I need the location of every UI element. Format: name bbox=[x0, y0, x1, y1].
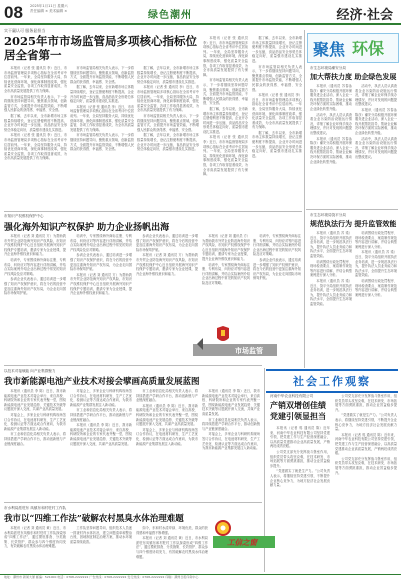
third-body-col-4: 本报讯（通讯员 李 陈）近日，我市新能源电池产业技术对接会举行，来自高校、科研院所和企业的专家代表齐聚一堂，围绕新能源电池产业发展趋势、关键技术突破等议题展开深入交流，共谋产业高质量发展。 市工业和信息化局相关负责人表示，将持续搭建产学研合作平台，推动创新链与产业链深度融合。 对接会上，多家企业与科研机构现场签订合作协议，在电池材料研发、生产工艺优化、检测认证等方面达成合作意向，为我市新能源产业集群发展注入新动能。 bbox=[202, 389, 260, 451]
right-mid-body-col-2: 培训围绕行政处罚程序、现场检查要点、案卷制作规范等内容进行讲解，并结合典型案例进行深入分析。 本报讯（通讯员 苏 梁）近日，饶平分局组织开展执法业务培训，进一步规范执法行为，提升执法人员业务能力和执法水平，全面提升生态环境监管效能。 培训围绕行政处罚程序、现场检查要点、案卷制作规范等内容进行讲解，并结合典型案例进行深入分析。 bbox=[355, 231, 397, 297]
lead-body-col-2: 市市场监管局相关负责人表示，下一步将继续坚持问题导向，聚焦重点领域，创新监管方式，全面提升市场监管效能，不断增强人民群众的获得感、幸福感、安全感。 据了解，去年以来，全市新增市场主体数量持续增长，登记注册便利度不断提高，企业开办时间进一步压缩，食品药品安全形势总体稳定向好，质量强市建设扎实推进。 本报讯（记者 张 通讯员 李）近日，市市场监督管理局多项核心指标在全省考评中位居前列。一年来，全局坚持服务大局，持续优化营商环境，深化商事制度改革，强化质量安全监管，各项工作取得显著成效，为全市高质量发展提供了有力保障。 市市场监管局相关负责人表示，下一步将继续坚持问题导向，聚焦重点领域，创新监管方式，全面提升市场监管效能，不断增强人民群众的获得感、幸福感、安全感。 bbox=[70, 66, 134, 152]
banner-word-1: 聚焦 bbox=[313, 40, 346, 59]
lead-body-col-1: 本报讯（记者 张 通讯员 李）近日，市市场监督管理局多项核心指标在全省考评中位居前列。一年来，全局坚持服务大局，持续优化营商环境，深化商事制度改革，强化质量安全监管，各项工作取得显著成效，为全市高质量发展提供了有力保障。 市市场监管局相关负责人表示，下一步将继续坚持问题导向，聚焦重点领域，创新监管方式，全面提升市场监管效能，不断增强人民群众的获得感、幸福感、安全感。 据了解，去年以来，全市新增市场主体数量持续增长，登记注册便利度不断提高，企业开办时间进一步压缩，食品药品安全形势总体稳定向好，质量强市建设扎实推进。 本报讯（记者 张 通讯员 李）近日，市市场监督管理局多项核心指标在全省考评中位居前列。一年来，全局坚持服务大局，持续优化营商环境，深化商事制度改革，强化质量安全监管，各项工作取得显著成效，为全市高质量发展提供了有力保障。 bbox=[4, 66, 67, 161]
second-body-col-3: 参训企业代表表示，通过培训进一步增强了知识产权保护意识，将在今后的经营中更加注重海外知识产权布局，为企业走向国际市场保驾护航。 本报讯（记者 刘 通讯员 方）为帮助我市外贸企业防范海外知识产权风险，市知识产权维权保护中心近日组织开展海外知识产权保护专题培训，邀请专家为企业授课，提升企业海外维权意识和能力。 bbox=[136, 234, 198, 276]
second-body-col-1: 本报讯（记者 刘 通讯员 方）为帮助我市外贸企业防范海外知识产权风险，市知识产权维权保护中心近日组织开展海外知识产权保护专题培训，邀请专家为企业授课，提升企业海外维权意识和能力。 培训中，专家围绕海外商标注册、专利布局、纠纷应对等内容进行详细讲解，并结合实际案例介绍企业出海过程中常见的知识产权风险及应对策略。 参训企业代表表示，通过培训进一步增强了知识产权保护意识，将在今后的经营中更加注重海外知识产权布局，为企业走向国际市场保驾护航。 bbox=[4, 234, 66, 296]
right-top-kicker: 市生态环境局潮安分局 bbox=[310, 66, 346, 70]
right-bottom-kicker: 河南中华农业科技有限公司 bbox=[270, 394, 314, 398]
second-headline: 强化海外知识产权保护 助力企业扬帆出海 bbox=[4, 223, 170, 233]
social-work-title: 社会工作观察 bbox=[293, 375, 371, 388]
right-top-headline: 加大帮扶力度 助企绿色发展 bbox=[310, 72, 397, 81]
masthead-rule bbox=[0, 23, 401, 25]
second-body-col-2: 培训中，专家围绕海外商标注册、专利布局、纠纷应对等内容进行详细讲解，并结合实际案例介绍企业出海过程中常见的知识产权风险及应对策略。 参训企业代表表示，通过培训进一步增强了知识产权保护意识，将在今后的经营中更加注重海外知识产权布局，为企业走向国际市场保驾护航。 本报讯（记者 刘 通讯员 方）为帮助我市外贸企业防范海外知识产权风险，市知识产权维权保护中心近日组织开展海外知识产权保护专题培训，邀请专家为企业授课，提升企业海外维权意识和能力。 bbox=[70, 234, 132, 296]
second-body-col-5: 培训中，专家围绕海外商标注册、专利布局、纠纷应对等内容进行详细讲解，并结合实际案例介绍企业出海过程中常见的知识产权风险及应对策略。 参训企业代表表示，通过培训进一步增强了知识产权保护意识，将在今后的经营中更加注重海外知识产权布局，为企业走向国际市场保驾护航。 bbox=[253, 234, 301, 281]
third-kicker: 以技术对接赋能 向产业集群聚力 bbox=[4, 369, 56, 373]
right-divider bbox=[306, 209, 398, 210]
right-mid-body-col-1: 本报讯（通讯员 苏 梁）近日，饶平分局组织开展执法业务培训，进一步规范执法行为，提升执法人员业务能力和执法水平，全面提升生态环境监管效能。 培训围绕行政处罚程序、现场检查要点、案卷制作规范等内容进行讲解，并结合典型案例进行深入分析。 本报讯（通讯员 苏 梁）近日，饶平分局组织开展执法业务培训，进一步规范执法行为，提升执法人员业务能力和执法水平，全面提升生态环境监管效能。 bbox=[310, 231, 352, 306]
right-top-body-col-2: 活动中，执法人员认真查看企业污染防治设施运行情况，详细了解企业环保手续办理情况，并针对发现的问题提出整改建议。 本报讯（通讯员 苏春泳 陈彦）潮安分局积极开展环保服务进企业活动，深入企业一线开展帮扶指导，帮助企业解决环保方面的实际困难，推动企业绿色转型升级。 活动中，执法人员认真查看企业污染防治设施运行情况，详细了解企业环保手续办理情况，并针对发现的问题提出整改建议。 bbox=[355, 84, 397, 159]
right-mid-kicker: 市生态环境局饶平分局 bbox=[310, 213, 346, 217]
right-bottom-body-col-2: 公司党支部充分发挥战斗堡垒作用，组织党员带头攻坚克难，在技术研发、市场拓展等方面勇挑重担，推动企业效益稳步提升。 “党建做实了就是生产力。”公司负责人表示，将继续坚持党建引领，不断提升企业核心竞争力，为地方经济社会发展贡献力量。 本报讯（记者 郭 通讯员 陈）近年来，河南中华农业科技有限公司坚持党建引领，把党建工作与生产经营深度融合，以高质量党建推动企业高质量发展，产销两旺成绩亮眼。 公司党支部充分发挥战斗堡垒作用，组织党员带头攻坚克难，在技术研发、市场拓展等方面勇挑重担，推动企业效益稳步提升。 bbox=[335, 394, 397, 475]
right-bottom-headline: 产销双增创佳绩 党建引领显担当 bbox=[270, 400, 326, 421]
second-kicker: 市知识产权维权保护中心 bbox=[4, 214, 44, 218]
right-top-body-col-1: 本报讯（通讯员 苏春泳 陈彦）潮安分局积极开展环保服务进企业活动，深入企业一线开展帮扶指导，帮助企业解决环保方面的实际困难，推动企业绿色转型升级。 活动中，执法人员认真查看企业污染防治设施运行情况，详细了解企业环保手续办理情况，并针对发现的问题提出整改建议。 本报讯（通讯员 苏春泳 陈彦）潮安分局积极开展环保服务进企业活动，深入企业一线开展帮扶指导，帮助企业解决环保方面的实际困难，推动企业绿色转型升级。 bbox=[310, 84, 352, 164]
industry-stamp-text: 工信之窗 bbox=[227, 538, 257, 547]
section-divider-2 bbox=[4, 365, 262, 366]
focus-environment-banner bbox=[307, 33, 399, 63]
section-divider-3 bbox=[4, 502, 262, 503]
fourth-headline: 我市以“四维工作法”破解农村黑臭水体治理难题 bbox=[4, 514, 184, 524]
banner-word-2: 环保 bbox=[352, 39, 385, 58]
page-number: 08 bbox=[4, 3, 23, 22]
date-line-1: 2025年1月11日 星期六 bbox=[30, 4, 68, 8]
market-supervision-logo bbox=[193, 324, 277, 360]
right-bottom-body-col-1: 本报讯（记者 郭 通讯员 陈）近年来，河南中华农业科技有限公司坚持党建引领，把党建工作与生产经营深度融合，以高质量党建推动企业高质量发展，产销两旺成绩亮眼。 公司党支部充分发挥战斗堡垒作用，组织党员带头攻坚克难，在技术研发、市场拓展等方面勇挑重担，推动企业效益稳步提升。 “党建做实了就是生产力。”公司负责人表示，将继续坚持党建引领，不断提升企业核心竞争力，为地方经济社会发展贡献力量。 bbox=[270, 426, 330, 488]
lead-body-col-5: 据了解，去年以来，全市新增市场主体数量持续增长，登记注册便利度不断提高，企业开办时间进一步压缩，食品药品安全形势总体稳定向好，质量强市建设扎实推进。 市市场监管局相关负责人表示，下一步将继续坚持问题导向，聚焦重点领域，创新监管方式，全面提升市场监管效能，不断增强人民群众的获得感、幸福感、安全感。 本报讯（记者 张 通讯员 李）近日，市市场监督管理局多项核心指标在全省考评中位居前列。一年来，全局坚持服务大局，持续优化营商环境，深化商事制度改革，强化质量安全监管，各项工作取得显著成效，为全市高质量发展提供了有力保障。 据了解，去年以来，全市新增市场主体数量持续增长，登记注册便利度不断提高，企业开办时间进一步压缩，食品药品安全形势总体稳定向好，质量强市建设扎实推进。 bbox=[252, 36, 302, 158]
section-divider-1 bbox=[4, 211, 302, 212]
masthead bbox=[0, 0, 401, 26]
industry-window-logo bbox=[213, 518, 275, 550]
section-name: 经济·社会 bbox=[336, 8, 393, 23]
lead-body-col-3: 据了解，去年以来，全市新增市场主体数量持续增长，登记注册便利度不断提高，企业开办时间进一步压缩，食品药品安全形势总体稳定向好，质量强市建设扎实推进。 本报讯（记者 张 通讯员 李）近日，市市场监督管理局多项核心指标在全省考评中位居前列。一年来，全局坚持服务大局，持续优化营商环境，深化商事制度改革，强化质量安全监管，各项工作取得显著成效，为全市高质量发展提供了有力保障。 市市场监管局相关负责人表示，下一步将继续坚持问题导向，聚焦重点领域，创新监管方式，全面提升市场监管效能，不断增强人民群众的获得感、幸福感、安全感。 据了解，去年以来，全市新增市场主体数量持续增长，登记注册便利度不断提高，企业开办时间进一步压缩，食品药品安全形势总体稳定向好，质量强市建设扎实推进。 bbox=[137, 66, 199, 152]
fourth-body-col-3: 如今，东和村水清岸绿、环境优美，群众的获得感和幸福感不断增强。 本报讯（记者 刘 通讯员 黄）近日，市水利局派驻东凤镇东和村驻村工作队探索形成“四维工作法”，通过摸底排查、分类施策、长效管护、群众参与四个维度协同发力，有效破解农村黑臭水体治理难题。 bbox=[136, 526, 208, 559]
date-line-2: 责任编辑 × 美术编辑 × bbox=[30, 8, 68, 13]
column-divider bbox=[304, 30, 305, 368]
lead-body-col-4: 本报讯（记者 张 通讯员 李）近日，市市场监督管理局多项核心指标在全省考评中位居前列。一年来，全局坚持服务大局，持续优化营商环境，深化商事制度改革，强化质量安全监管，各项工作取得显著成效，为全市高质量发展提供了有力保障。 市市场监管局相关负责人表示，下一步将继续坚持问题导向，聚焦重点领域，创新监管方式，全面提升市场监管效能，不断增强人民群众的获得感、幸福感、安全感。 据了解，去年以来，全市新增市场主体数量持续增长，登记注册便利度不断提高，企业开办时间进一步压缩，食品药品安全形势总体稳定向好，质量强市建设扎实推进。 本报讯（记者 张 通讯员 李）近日，市市场监督管理局多项核心指标在全省考评中位居前列。一年来，全局坚持服务大局，持续优化营商环境，深化商事制度改革，强化质量安全监管，各项工作取得显著成效，为全市高质量发展提供了有力保障。 bbox=[203, 36, 248, 177]
third-body-col-3: 市工业和信息化局相关负责人表示，将持续搭建产学研合作平台，推动创新链与产业链深度融合。 本报讯（通讯员 李 陈）近日，我市新能源电池产业技术对接会举行，来自高校、科研院所和企业的专家代表齐聚一堂，围绕新能源电池产业发展趋势、关键技术突破等议题展开深入交流，共谋产业高质量发展。 对接会上，多家企业与科研机构现场签订合作协议，在电池材料研发、生产工艺优化、检测认证等方面达成合作意向，为我市新能源产业集群发展注入新动能。 bbox=[136, 389, 198, 446]
fourth-kicker: 市水利局派驻东 凤镇东和村驻村工作队 bbox=[4, 506, 67, 510]
lead-kicker: 实干赢认可 服务显担当 bbox=[4, 28, 46, 33]
market-stamp-text: 市场监管 bbox=[235, 346, 263, 355]
lead-headline: 2025年市市场监管局多项核心指标位居全省第一 bbox=[4, 34, 198, 62]
fourth-body-col-1: 本报讯（记者 刘 通讯员 黄）近日，市水利局派驻东凤镇东和村驻村工作队探索形成“四维工作法”，通过摸底排查、分类施策、长效管护、群众参与四个维度协同发力，有效破解农村黑臭水体治理难题。 bbox=[4, 526, 66, 549]
third-body-col-1: 本报讯（通讯员 李 陈）近日，我市新能源电池产业技术对接会举行，来自高校、科研院所和企业的专家代表齐聚一堂，围绕新能源电池产业发展趋势、关键技术突破等议题展开深入交流，共谋产业高质量发展。 对接会上，多家企业与科研机构现场签订合作协议，在电池材料研发、生产工艺优化、检测认证等方面达成合作意向，为我市新能源产业集群发展注入新动能。 市工业和信息化局相关负责人表示，将持续搭建产学研合作平台，推动创新链与产业链深度融合。 bbox=[4, 389, 66, 446]
second-body-col-4: 本报讯（记者 刘 通讯员 方）为帮助我市外贸企业防范海外知识产权风险，市知识产权维权保护中心近日组织开展海外知识产权保护专题培训，邀请专家为企业授课，提升企业海外维权意识和能力。 培训中，专家围绕海外商标注册、专利布局、纠纷应对等内容进行详细讲解，并结合实际案例介绍企业出海过程中常见的知识产权风险及应对策略。 bbox=[202, 234, 250, 285]
paper-logo: 绿色潮州 bbox=[148, 10, 192, 21]
social-work-banner bbox=[266, 369, 398, 393]
fourth-body-col-2: 工作队坚持问题导向，组织技术人员逐一排查村内水体状况，建立问题清单和整治台账，因地制宜制定治理方案，推动水环境质量持续改善。 bbox=[70, 526, 132, 544]
third-body-col-2: 对接会上，多家企业与科研机构现场签订合作协议，在电池材料研发、生产工艺优化、检测认证等方面达成合作意向，为我市新能源产业集群发展注入新动能。 市工业和信息化局相关负责人表示，将持续搭建产学研合作平台，推动创新链与产业链深度融合。 本报讯（通讯员 李 陈）近日，我市新能源电池产业技术对接会举行，来自高校、科研院所和企业的专家代表齐聚一堂，围绕新能源电池产业发展趋势、关键技术突破等议题展开深入交流，共谋产业高质量发展。 bbox=[70, 389, 132, 446]
date-meta bbox=[30, 4, 110, 13]
third-headline: 我市新能源电池产业技术对接会擘画高质量发展蓝图 bbox=[4, 377, 200, 387]
right-mid-headline: 规范执法行为 提升监管效能 bbox=[310, 219, 397, 228]
footer: 地址：潮州市 新闻大厦 邮编：521000 电话：0768-2222222 广告热线：0768-2222222 发行热线：0768-2222222 印刷：潮州日报印务中心 bbox=[0, 574, 401, 584]
